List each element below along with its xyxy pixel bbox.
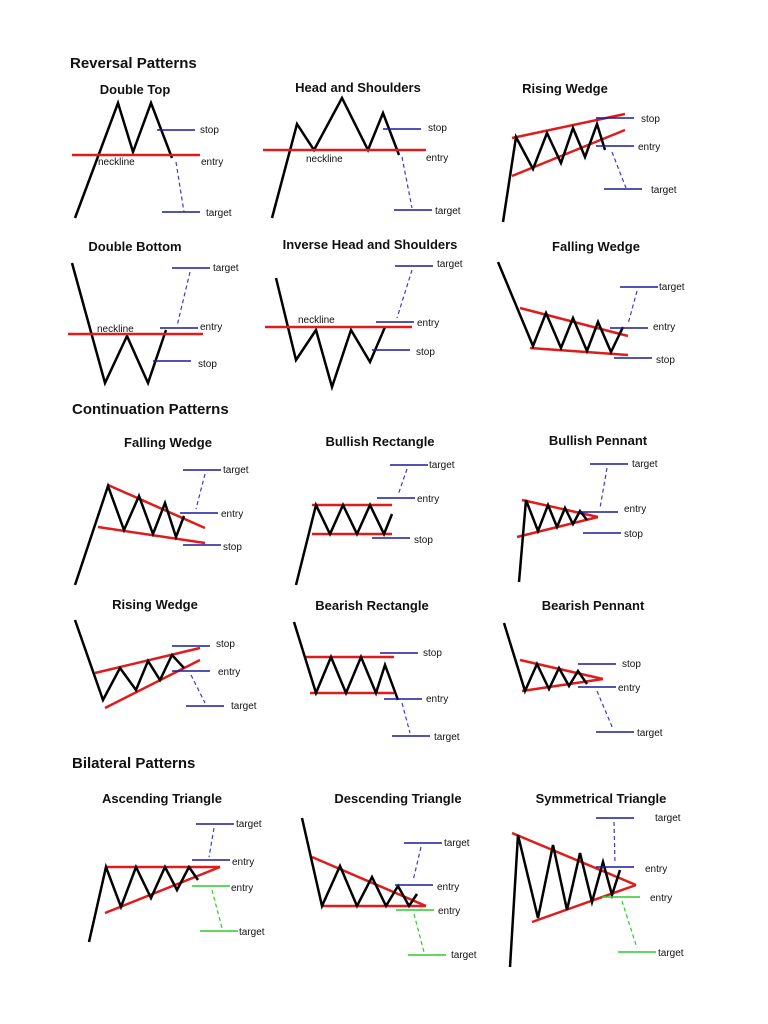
projection-dash: [402, 157, 412, 208]
pattern-title: Bullish Pennant: [548, 433, 648, 448]
pattern-title: Bearish Rectangle: [315, 598, 429, 613]
target-label: target: [434, 732, 460, 743]
pattern-title: Rising Wedge: [522, 81, 608, 96]
entry-label: entry: [638, 142, 661, 153]
pattern-symmetrical-triangle: [510, 791, 684, 967]
pattern-ascending-triangle: [89, 791, 265, 942]
pattern-inverse-head-and-shoulders: [265, 237, 463, 387]
target-label: target: [435, 206, 461, 217]
projection-dash: [398, 469, 407, 495]
pattern-bullish-pennant: [517, 433, 658, 582]
pattern-bullish-rectangle: [296, 434, 455, 585]
projection-dash: [628, 291, 637, 324]
stop-label: stop: [423, 648, 442, 659]
target-label: target: [637, 728, 663, 739]
entry-label: entry: [218, 667, 241, 678]
target-label: target: [429, 460, 455, 471]
entry-label: entry: [232, 857, 255, 868]
target-label: target: [651, 185, 677, 196]
pattern-title: Double Top: [99, 82, 171, 97]
pattern-bearish-pennant: [504, 598, 663, 739]
projection-dash: [612, 152, 626, 188]
pattern-title: Descending Triangle: [334, 791, 462, 806]
target-label: target: [223, 465, 249, 476]
projection-dash: [397, 270, 412, 318]
entry-label: entry: [645, 864, 668, 875]
projection-dash: [600, 468, 607, 508]
pattern-head-and-shoulders: [263, 80, 461, 218]
pattern-title: Ascending Triangle: [102, 791, 222, 806]
price-line: [294, 622, 398, 700]
pattern-rising-wedge-continuation: [75, 597, 257, 712]
stop-label: stop: [622, 659, 641, 670]
pattern-bearish-rectangle: [294, 598, 460, 743]
target-label: target: [213, 263, 239, 274]
price-line: [504, 623, 587, 691]
price-line: [276, 278, 385, 387]
pattern-title: Falling Wedge: [552, 239, 640, 254]
pattern-descending-triangle: [302, 791, 477, 961]
neckline-label: neckline: [306, 154, 343, 165]
price-line: [75, 486, 184, 585]
target-label: target: [236, 819, 262, 830]
stop-label: stop: [200, 125, 219, 136]
section-title-reversal: Reversal Patterns: [70, 55, 197, 72]
stop-label: stop: [428, 123, 447, 134]
entry-label: entry: [201, 157, 224, 168]
entry-label: entry: [426, 153, 449, 164]
target-label: target: [206, 208, 232, 219]
projection-dash-down: [414, 914, 424, 952]
neckline-label: neckline: [97, 324, 134, 335]
entry-label: entry: [650, 893, 673, 904]
section-title-continuation: Continuation Patterns: [72, 401, 229, 418]
stop-label: stop: [223, 542, 242, 553]
pattern-title: Double Bottom: [88, 239, 182, 254]
entry-label: entry: [417, 494, 440, 505]
projection-dash-up: [614, 822, 615, 863]
pattern-title: Rising Wedge: [112, 597, 198, 612]
pattern-title: Bullish Rectangle: [325, 434, 435, 449]
entry-label: entry: [231, 883, 254, 894]
pattern-title: Inverse Head and Shoulders: [282, 237, 458, 252]
price-line: [302, 818, 417, 906]
price-line: [75, 620, 184, 700]
price-line: [72, 263, 166, 383]
stop-label: stop: [198, 359, 217, 370]
neckline-label: neckline: [298, 315, 335, 326]
neckline-label: neckline: [98, 157, 135, 168]
projection-dash-down: [622, 901, 637, 948]
target-label: target: [451, 950, 477, 961]
entry-label: entry: [417, 318, 440, 329]
stop-label: stop: [641, 114, 660, 125]
target-label: target: [659, 282, 685, 293]
stop-label: stop: [656, 355, 675, 366]
price-line: [296, 505, 392, 585]
entry-label: entry: [437, 882, 460, 893]
projection-dash-up: [209, 828, 214, 857]
entry-label: entry: [624, 504, 647, 515]
entry-label: entry: [438, 906, 461, 917]
target-label: target: [658, 948, 684, 959]
price-line: [89, 867, 198, 942]
target-label: target: [655, 813, 681, 824]
stop-label: stop: [414, 535, 433, 546]
projection-dash-down: [212, 890, 222, 928]
lower-trendline: [532, 885, 636, 922]
entry-label: entry: [653, 322, 676, 333]
pattern-falling-wedge-reversal: [498, 239, 685, 366]
target-label: target: [632, 459, 658, 470]
entry-label: entry: [618, 683, 641, 694]
projection-dash: [402, 703, 410, 733]
projection-dash: [597, 691, 613, 729]
projection-dash: [196, 474, 205, 509]
target-label: target: [239, 927, 265, 938]
pattern-title: Head and Shoulders: [295, 80, 421, 95]
pattern-title: Falling Wedge: [124, 435, 212, 450]
entry-label: entry: [426, 694, 449, 705]
price-line: [498, 262, 623, 352]
entry-label: entry: [200, 322, 223, 333]
target-label: target: [444, 838, 470, 849]
projection-dash-up: [413, 847, 421, 881]
pattern-double-top: [72, 82, 232, 219]
projection-dash: [177, 272, 190, 326]
lower-trendline: [522, 679, 603, 691]
stop-label: stop: [416, 347, 435, 358]
entry-label: entry: [221, 509, 244, 520]
section-title-bilateral: Bilateral Patterns: [72, 755, 196, 772]
stop-label: stop: [216, 639, 235, 650]
pattern-falling-wedge-continuation: [75, 435, 249, 585]
upper-trendline: [522, 500, 598, 517]
pattern-double-bottom: [68, 239, 239, 383]
pattern-title: Bearish Pennant: [541, 598, 645, 613]
target-label: target: [437, 259, 463, 270]
pattern-rising-wedge-reversal: [503, 81, 677, 222]
pattern-title: Symmetrical Triangle: [535, 791, 667, 806]
stop-label: stop: [624, 529, 643, 540]
target-label: target: [231, 701, 257, 712]
projection-dash: [191, 675, 205, 703]
lower-trendline: [512, 130, 625, 176]
projection-dash: [176, 162, 184, 212]
